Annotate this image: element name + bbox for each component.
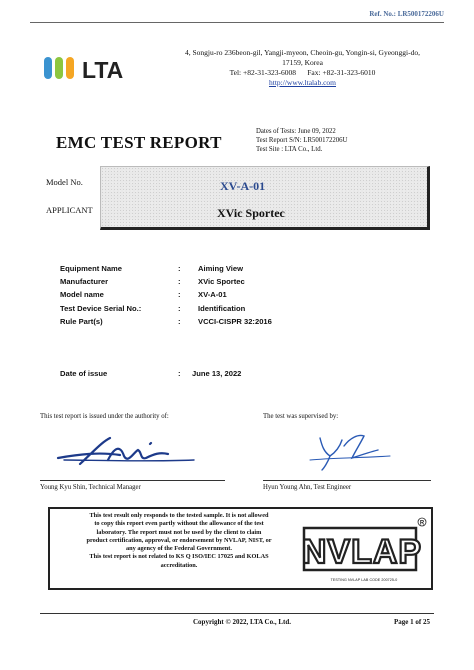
company-address [160, 48, 445, 88]
nvlap-logo [298, 514, 428, 576]
info-colon: : [178, 303, 181, 313]
info-value: XVic Sportec [198, 277, 245, 287]
signature-line-left [40, 480, 225, 481]
test-metadata [256, 127, 347, 154]
disclaimer-line: product certification, approval, or endorsement by NVLAP, NIST, or [86, 536, 272, 544]
dates-of-tests: Dates of Tests: June 09, 2022 [256, 128, 336, 135]
address-line: 4, Songju-ro 236beon-gil, Yangji-myeon, Cheoin-gu, Yongin-si, Gyeonggi-do, [185, 48, 420, 57]
info-label: Model name [60, 290, 104, 300]
info-value: Identification [198, 303, 246, 313]
top-divider [30, 22, 444, 23]
logo-text: LTA [82, 57, 124, 83]
logo-pill-green [55, 57, 63, 79]
technical-manager-signature [50, 430, 200, 472]
nvlap-lab-code: TESTING NVLAP LAB CODE 200725-0 [330, 578, 398, 582]
disclaimer-line: to copy this report even partly without the allowance of the test [94, 520, 264, 528]
info-row [60, 262, 272, 275]
equipment-info [60, 262, 272, 328]
date-of-issue-row [60, 369, 241, 378]
info-value: XV-A-01 [198, 290, 227, 300]
disclaimer-line: This test report is not related to KS Q ISO/IEC 17025 and KOLAS [89, 553, 269, 561]
test-engineer-signature [300, 428, 400, 474]
website-link[interactable]: http://www.ltalab.com [268, 78, 336, 87]
footer-divider [40, 613, 434, 614]
model-number-value: XV-A-01 [220, 179, 266, 193]
issue-label: Date of issue [60, 369, 108, 378]
report-serial: Test Report S/N: LR500172206U [256, 137, 348, 144]
info-colon: : [178, 264, 181, 274]
test-site: Test Site : LTA Co., Ltd. [256, 146, 323, 153]
info-colon: : [178, 316, 181, 326]
contact-line: Tel: +82-31-323-6008 Fax: +82-31-323-6010 [229, 68, 376, 77]
info-colon: : [178, 290, 181, 300]
copyright-text: Copyright © 2022, LTA Co., Ltd. [193, 618, 291, 626]
info-row [60, 275, 272, 288]
disclaimer-line: accreditation. [160, 561, 198, 569]
disclaimer-line: This test result only responds to the tested sample. It is not allowed [89, 512, 269, 519]
disclaimer-line: laboratory. The report must not be used by the client to claim [96, 528, 262, 536]
model-no-label: Model No. [46, 177, 83, 187]
logo-pill-blue [44, 57, 52, 79]
registered-mark-glyph: R [419, 520, 425, 527]
logo-pill-orange [66, 57, 74, 79]
issue-value: June 13, 2022 [192, 369, 242, 378]
info-label: Rule Part(s) [60, 316, 103, 326]
info-row [60, 315, 272, 328]
applicant-value: XVic Sportec [217, 206, 285, 220]
info-row [60, 288, 272, 301]
lta-logo [44, 54, 154, 84]
test-engineer-name: Hyun Young Ahn, Test Engineer [263, 484, 352, 491]
issue-colon: : [178, 369, 181, 378]
info-value: Aiming View [198, 264, 244, 274]
reference-number: Ref. No.: LR500172206U [369, 10, 444, 18]
info-label: Manufacturer [60, 277, 109, 287]
applicant-label: APPLICANT [46, 205, 93, 215]
info-value: VCCI-CISPR 32:2016 [198, 316, 272, 326]
page-number: Page 1 of 25 [394, 618, 430, 626]
supervised-text: The test was supervised by: [263, 413, 339, 420]
signature-line-right [263, 480, 431, 481]
nvlap-logo-text: NVLAP [301, 533, 423, 571]
disclaimer-line: any agency of the Federal Government. [126, 545, 232, 553]
report-title: EMC TEST REPORT [56, 133, 222, 152]
disclaimer-text [54, 512, 304, 570]
info-colon: : [178, 277, 181, 287]
technical-manager-name: Young Kyu Shin, Technical Manager [40, 484, 141, 491]
authority-text: This test report is issued under the authority of: [40, 413, 169, 420]
info-label: Equipment Name [60, 264, 123, 274]
info-label: Test Device Serial No.: [60, 303, 142, 313]
info-row [60, 302, 272, 315]
address-line: 17159, Korea [282, 58, 323, 67]
